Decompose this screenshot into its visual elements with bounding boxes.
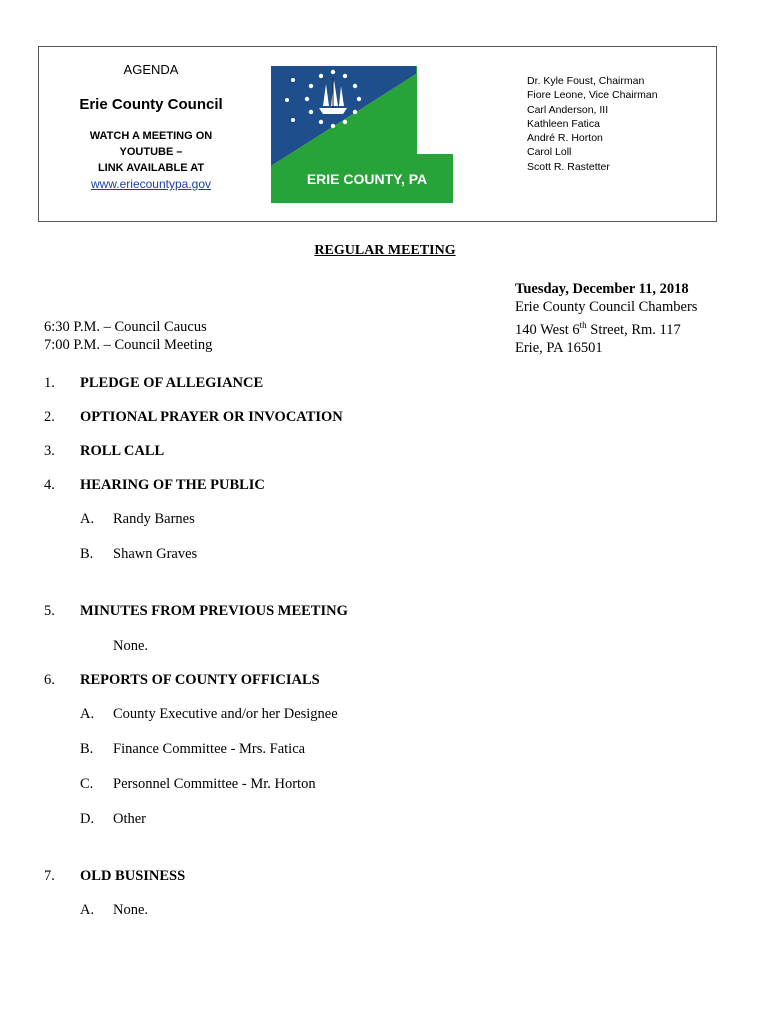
item-number: 3. <box>44 443 55 459</box>
seal-caption: ERIE COUNTY, PA <box>306 171 428 187</box>
item-label: PLEDGE OF ALLEGIANCE <box>80 375 264 391</box>
seal-notch <box>417 66 453 154</box>
sub-item-text: County Executive and/or her Designee <box>113 706 338 722</box>
council-member: André R. Horton <box>527 132 603 145</box>
council-member: Kathleen Fatica <box>527 117 600 130</box>
county-seal-logo <box>271 66 453 203</box>
sub-item-letter: C. <box>80 776 94 792</box>
council-member: Scott R. Rastetter <box>527 160 610 173</box>
item-number: 5. <box>44 603 55 619</box>
meeting-address <box>515 316 697 339</box>
address-street: 140 West 6 <box>515 321 580 338</box>
item-number: 6. <box>44 672 55 688</box>
meeting-venue: Erie County Council Chambers <box>515 299 698 315</box>
item-label: HEARING OF THE PUBLIC <box>80 477 265 493</box>
sub-item-text: Shawn Graves <box>113 546 198 562</box>
meeting-info <box>515 280 697 357</box>
sub-item-text: Personnel Committee - Mr. Horton <box>113 776 316 792</box>
meeting-time: 7:00 P.M. – Council Meeting <box>44 337 213 353</box>
meeting-city: Erie, PA 16501 <box>515 339 603 356</box>
address-ordinal: th <box>579 320 587 330</box>
item-number: 4. <box>44 477 55 493</box>
sub-item-text: None. <box>113 902 149 918</box>
sub-item-text: Finance Committee - Mrs. Fatica <box>113 741 306 757</box>
item-label: OPTIONAL PRAYER OR INVOCATION <box>80 409 343 425</box>
caucus-time: 6:30 P.M. – Council Caucus <box>44 319 207 335</box>
item-number: 1. <box>44 375 55 391</box>
watch-meeting-text <box>38 128 264 176</box>
sub-item-text: Randy Barnes <box>113 511 195 527</box>
sub-item-letter: A. <box>80 706 95 722</box>
council-title: Erie County Council <box>79 96 223 113</box>
watch-line: LINK AVAILABLE AT <box>97 162 205 174</box>
council-member: Carl Anderson, III <box>527 103 609 116</box>
address-room: Street, Rm. 117 <box>586 321 681 338</box>
sub-item-letter: A. <box>80 902 95 918</box>
sub-item-letter: A. <box>80 511 95 527</box>
watch-line: YOUTUBE – <box>119 146 183 158</box>
meeting-times <box>44 318 212 354</box>
item-label: ROLL CALL <box>80 443 165 459</box>
item-label: MINUTES FROM PREVIOUS MEETING <box>80 603 348 619</box>
sub-item-letter: B. <box>80 741 94 757</box>
council-member: Dr. Kyle Foust, Chairman <box>527 75 645 87</box>
item-number: 7. <box>44 868 55 884</box>
meeting-title: REGULAR MEETING <box>314 243 456 258</box>
item-label: OLD BUSINESS <box>80 868 186 884</box>
website-link[interactable]: www.eriecountypa.gov <box>90 177 212 191</box>
sub-item-letter: D. <box>80 811 95 827</box>
item-number: 2. <box>44 409 55 425</box>
sub-item-letter: B. <box>80 546 94 562</box>
item-label: REPORTS OF COUNTY OFFICIALS <box>80 672 320 688</box>
council-members-list <box>527 74 658 174</box>
council-member: Carol Loll <box>527 146 572 159</box>
sub-item-text: Other <box>113 811 147 827</box>
item-note: None. <box>113 638 149 654</box>
agenda-label: AGENDA <box>123 62 179 77</box>
watch-line: WATCH A MEETING ON <box>89 130 213 142</box>
meeting-date: Tuesday, December 11, 2018 <box>515 281 689 297</box>
council-member: Fiore Leone, Vice Chairman <box>527 89 658 102</box>
